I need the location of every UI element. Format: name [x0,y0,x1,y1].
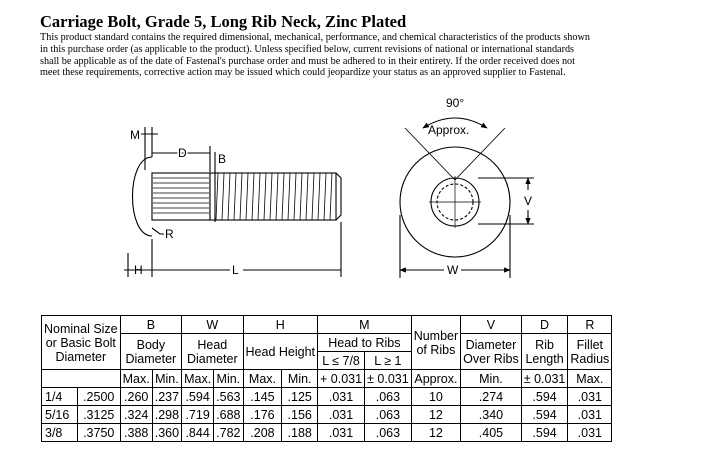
dim-label-d: D [178,146,187,160]
subheader-cell: ± 0.031 [365,370,412,388]
table-cell: .156 [282,406,318,424]
col-letter-h: H [243,316,318,334]
table-cell: .237 [152,388,181,406]
subheader-cell: Max. [243,370,282,388]
subheader-cell: Approx. [411,370,460,388]
table-cell: .844 [182,424,214,442]
table-cell: .340 [461,406,522,424]
dim-label-h: H [134,263,143,277]
table-cell: .782 [214,424,243,442]
dim-label-r: R [165,227,174,241]
bolt-head-outline [133,157,153,236]
approx-label: Approx. [428,123,470,137]
table-row [42,406,612,424]
table-cell: .031 [318,388,365,406]
table-cell: .594 [521,406,568,424]
table-cell: .3750 [77,424,120,442]
table-cell: .208 [243,424,282,442]
table-cell: .031 [568,424,612,442]
col-letter-r: R [568,316,612,334]
body-diameter-header: Body Diameter [120,334,181,370]
head-diameter-header: Head Diameter [182,334,243,370]
subheader-cell: Max. [568,370,612,388]
intro-line: meet these requirements, corrective action may be issued which could jeopardize your status as an approved supplier to Fastenal. [40,67,566,79]
subheader-cell: Min. [214,370,243,388]
fillet-radius-header: Fillet Radius [568,334,612,370]
subheader-blank [42,370,121,388]
subheader-cell: ± 0.031 [521,370,568,388]
subheader-cell: Min. [152,370,181,388]
dim-label-v: V [524,194,533,208]
table-cell: .3125 [77,406,120,424]
table-cell: .176 [243,406,282,424]
dim-label-m: M [130,128,140,142]
head-height-header: Head Height [243,334,318,370]
table-row [42,388,612,406]
dim-label-w: W [447,263,459,277]
dim-label-l: L [232,263,239,277]
table-cell: .125 [282,388,318,406]
subheader-cell: Max. [120,370,152,388]
length-ge-header: L ≥ 1 [365,352,412,370]
dimensions-table [41,315,612,442]
table-cell: .688 [214,406,243,424]
table-row-subheaders [42,370,612,388]
nominal-size-header: Nominal Size or Basic Bolt Diameter [42,316,121,370]
table-cell: .719 [182,406,214,424]
col-letter-m: M [318,316,412,334]
table-cell: .031 [318,424,365,442]
intro-line: shall be applicable as of the date of Fastenal's purchase order and must be adhered to in their entirety. If the order received does not [40,55,575,67]
table-row-headers [42,334,612,352]
subheader-cell: Max. [182,370,214,388]
table-cell: .2500 [77,388,120,406]
rib-length-header: Rib Length [521,334,568,370]
number-of-ribs-header: Number of Ribs [411,316,460,370]
table-row [42,424,612,442]
subheader-cell: + 0.031 [318,370,365,388]
table-cell: .063 [365,406,412,424]
col-letter-w: W [182,316,243,334]
table-cell: .063 [365,388,412,406]
length-le-header: L ≤ 7/8 [318,352,365,370]
table-cell: 12 [411,424,460,442]
table-cell: .260 [120,388,152,406]
table-cell: .594 [182,388,214,406]
dim-label-b: B [218,152,227,166]
angle-label: 90° [446,96,465,110]
table-cell: .188 [282,424,318,442]
table-cell: 12 [411,406,460,424]
table-cell: .360 [152,424,181,442]
table-cell: .145 [243,388,282,406]
table-cell: .563 [214,388,243,406]
table-cell: .594 [521,388,568,406]
table-cell: .324 [120,406,152,424]
table-cell: .594 [521,424,568,442]
subheader-cell: Min. [282,370,318,388]
table-cell: 3/8 [42,424,78,442]
table-cell: .298 [152,406,181,424]
table-row-letters [42,316,612,334]
table-cell: 1/4 [42,388,78,406]
col-letter-b: B [120,316,181,334]
table-cell: .388 [120,424,152,442]
table-cell: .405 [461,424,522,442]
table-cell: 10 [411,388,460,406]
document-title: Carriage Bolt, Grade 5, Long Rib Neck, Zinc Plated [40,12,407,31]
intro-line: This product standard contains the required dimensional, mechanical, performance, and chemical characteristics of the products shown [40,32,590,43]
table-cell: .031 [318,406,365,424]
table-cell: .063 [365,424,412,442]
intro-line: in this purchase order (as applicable to the product). Unless specified below, current revisions of national or international standards [40,43,575,55]
table-cell: .031 [568,388,612,406]
diameter-over-ribs-header: Diameter Over Ribs [461,334,522,370]
table-cell: .031 [568,406,612,424]
table-cell: 5/16 [42,406,78,424]
subheader-cell: Min. [461,370,522,388]
col-letter-v: V [461,316,522,334]
table-cell: .274 [461,388,522,406]
col-letter-d: D [521,316,568,334]
head-to-ribs-header: Head to Ribs [318,334,412,352]
